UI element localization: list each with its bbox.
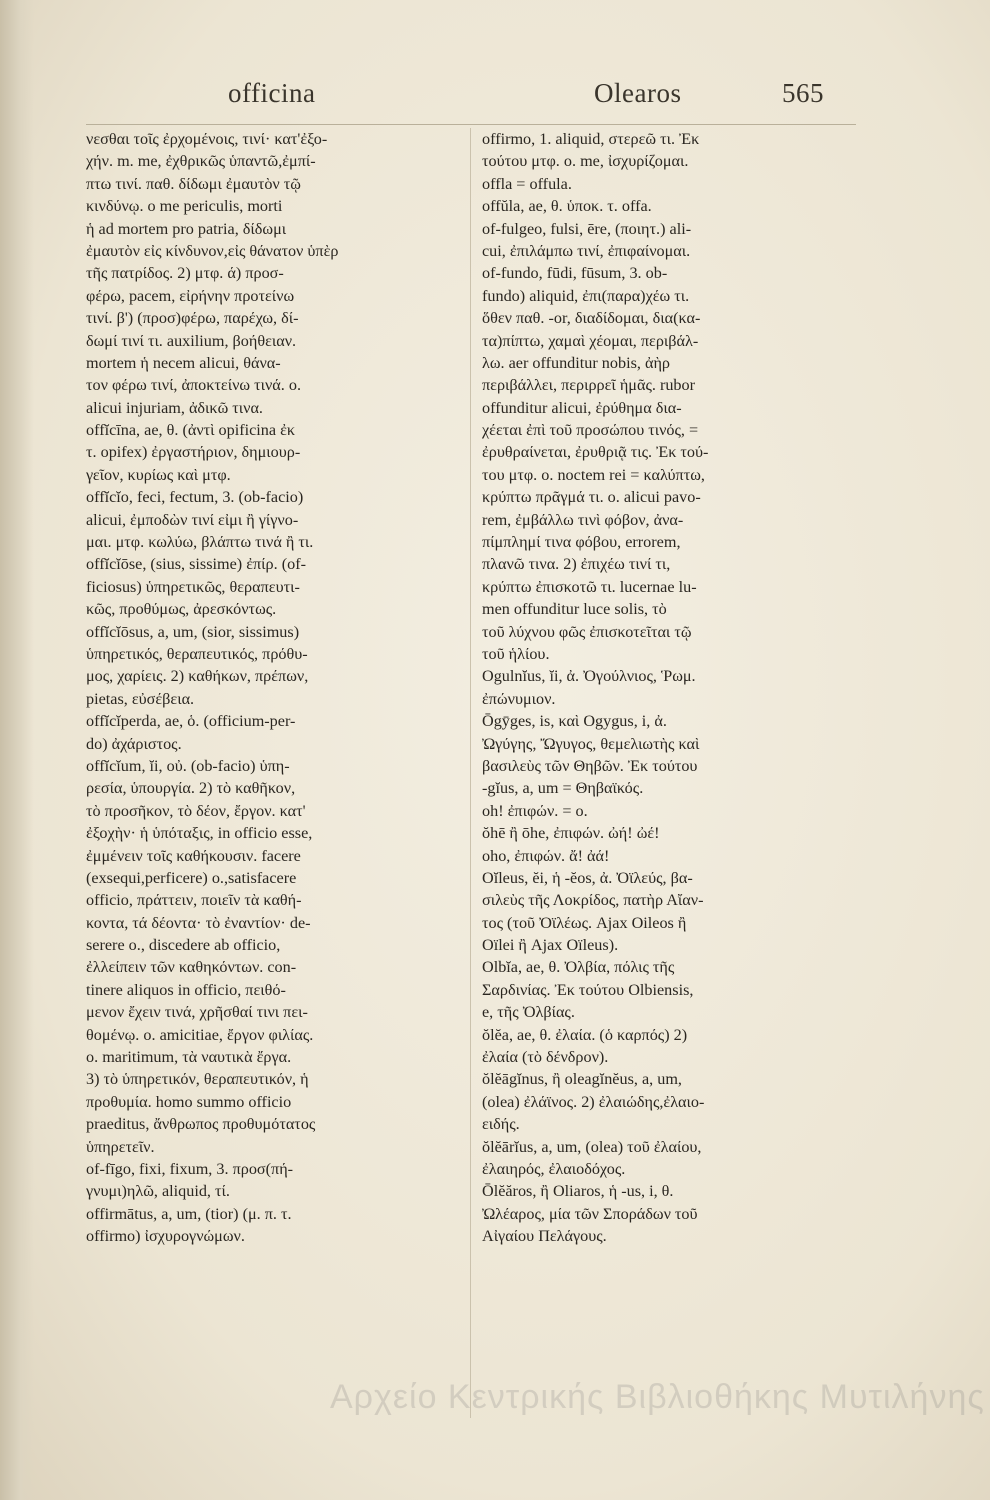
entry-line: offŭla, ae, θ. ὑποκ. τ. offa.: [482, 197, 652, 216]
entry-line: Αἰγαίου Πελάγους.: [482, 1227, 607, 1246]
entry-line: δωμί τινί τι. auxilium, βοήθειαν.: [86, 331, 297, 350]
entry-line: φέρω, pacem, εἰρήνην προτείνω: [86, 286, 295, 305]
entry-line: tinere aliquos in officio, πειθό-: [86, 980, 286, 999]
entry-line: rem, ἐμβάλλω τινὶ φόβον, ἀνα-: [482, 510, 684, 529]
entry-line: offĭcīna, ae, θ. (ἀντὶ opificina ἐκ: [86, 421, 296, 440]
entry-line: ρεσία, ὑπουργία. 2) τὸ καθῆκον,: [86, 779, 296, 798]
entry-line: κινδύνῳ. o me periculis, morti: [86, 197, 283, 216]
entry-line: νεσθαι τοῖς ἐρχομένοις, τινί· κατ'ἐξο-: [86, 130, 328, 148]
entry-line: Oĭleus, ĕi, ἡ -ĕos, ἀ. Ὀϊλεύς, βα-: [482, 868, 693, 887]
entry-line: ἐπώνυμιον.: [482, 689, 556, 708]
library-watermark: Αρχείο Κεντρικής Βιβλιοθήκης Μυτιλήνης: [330, 1378, 985, 1416]
entry-line: σιλεὺς τῆς Λοκρίδος, πατὴρ Αἴαν-: [482, 891, 704, 910]
left-column: [86, 128, 466, 1248]
entry-line: cui, ἐπιλάμπω τινί, ἐπιφαίνομαι.: [482, 241, 691, 260]
entry-line: ὑπηρετεῖν.: [86, 1137, 155, 1156]
entry-line: χέεται ἐπὶ τοῦ προσώπου τινός, =: [482, 421, 699, 440]
entry-line: ειδής.: [482, 1115, 520, 1134]
entry-line: offirmātus, a, um, (tior) (μ. π. τ.: [86, 1204, 292, 1223]
entry-line: (exsequi,perficere) o.,satisfacere: [86, 868, 297, 887]
entry-line: o. maritimum, τὰ ναυτικὰ ἔργα.: [86, 1048, 292, 1067]
entry-line: offĭcĭperda, ae, ὁ. (officium-per-: [86, 712, 296, 731]
entry-line: βασιλεὺς τῶν Θηβῶν. Ἐκ τούτου: [482, 756, 698, 775]
entry-line: ŏlĕāgĭnus, ἢ oleagĭnĕus, a, um,: [482, 1070, 682, 1089]
entry-line: fundo) aliquid, ἐπι(παρα)χέω τι.: [482, 286, 690, 305]
entry-line: offĭcĭōse, (sius, sissime) ἐπίρ. (of-: [86, 555, 306, 574]
entry-line: Ὠλέαρος, μία τῶν Σποράδων τοῦ: [482, 1204, 698, 1223]
entry-line: ἐλαία (τὸ δένδρον).: [482, 1048, 609, 1067]
entry-line: κοντα, τά δέοντα· τὸ ἐναντίον· de-: [86, 913, 311, 932]
entry-line: of-fundo, fūdi, fūsum, 3. ob-: [482, 264, 668, 283]
entry-line: 3) τὸ ὑπηρετικόν, θεραπευτικόν, ἡ: [86, 1070, 309, 1089]
entry-line: τος (τοῦ Ὀϊλέως. Ajax Oileos ἢ: [482, 913, 687, 932]
entry-line: γνυμι)ηλῶ, aliquid, τί.: [86, 1182, 230, 1201]
entry-line: μαι. μτφ. κωλύω, βλάπτω τινά ἢ τι.: [86, 533, 314, 552]
entry-line: τ. opifex) ἐργαστήριον, δημιουρ-: [86, 443, 301, 462]
entry-line: oho, ἐπιφών. ἄ! ἀά!: [482, 846, 610, 865]
entry-line: Olbĭa, ae, θ. Ὀλβία, πόλις τῆς: [482, 958, 675, 977]
entry-line: officio, πράττειν, ποιεῖν τὰ καθή-: [86, 891, 302, 910]
entry-line: ŏlĕārĭus, a, um, (olea) τοῦ ἐλαίου,: [482, 1137, 702, 1156]
entry-line: ἐμαυτὸν εἰς κίνδυνον,εἰς θάνατον ὑπὲρ: [86, 241, 339, 260]
entry-line: ŏlĕa, ae, θ. ἐλαία. (ὁ καρπός) 2): [482, 1025, 688, 1044]
entry-line: λω. aer offunditur nobis, ἀὴρ: [482, 353, 670, 372]
entry-line: ὑπηρετικός, θεραπευτικός, πρόθυ-: [86, 644, 308, 663]
entry-line: offĭcĭum, ĭi, οὐ. (ob-facio) ὑπη-: [86, 756, 290, 775]
entry-line: θομένῳ. o. amicitiae, ἔργον φιλίας.: [86, 1025, 314, 1044]
entry-line: Ὠγύγης, Ὤγυγος, θεμελιωτὴς καὶ: [482, 734, 700, 753]
entry-line: praeditus, ἄνθρωπος προθυμότατος: [86, 1115, 316, 1134]
entry-line: κρύπτω πρᾶγμά τι. o. alicui pavo-: [482, 488, 701, 507]
entry-line: of-fulgeo, fulsi, ēre, (ποιητ.) ali-: [482, 219, 692, 238]
entry-line: ficiosus) ὑπηρετικῶς, θεραπευτι-: [86, 577, 300, 596]
entry-line: ἐμμένειν τοῖς καθήκουσιν. facere: [86, 846, 301, 865]
entry-line: e, τῆς Ὀλβίας.: [482, 1003, 575, 1022]
entry-line: ἐξοχὴν· ἡ ὑπόταξις, in officio esse,: [86, 824, 313, 843]
entry-line: serere o., discedere ab officio,: [86, 936, 281, 955]
entry-line: offirmo, 1. aliquid, στερεῶ τι. Ἐκ: [482, 130, 700, 148]
entry-line: πτω τινί. παθ. δίδωμι ἐμαυτὸν τῷ: [86, 174, 301, 193]
entry-line: oh! ἐπιφών. = o.: [482, 801, 588, 820]
entry-line: alicui, ἐμποδὼν τινί εἰμι ἢ γίγνο-: [86, 510, 299, 529]
entry-line: of-fīgo, fixi, fixum, 3. προσ(πή-: [86, 1159, 294, 1178]
header-last-word: Olearos: [594, 78, 682, 108]
entry-line: Ogulnĭus, ĭi, ἀ. Ὀγούλνιος, Ῥωμ.: [482, 667, 696, 686]
entry-line: -gĭus, a, um = Θηβαϊκός.: [482, 779, 644, 798]
entry-line: offla = offula.: [482, 174, 572, 193]
running-header: [0, 78, 990, 118]
page-binding-shadow: [0, 0, 34, 1500]
entry-line: ἐρυθραίνεται, ἐρυθριᾷ τις. Ἐκ τού-: [482, 443, 709, 462]
entry-line: offĭcĭōsus, a, um, (sior, sissimus): [86, 622, 300, 641]
entry-line: ἐλαιηρός, ἐλαιοδόχος.: [482, 1159, 626, 1178]
entry-line: μενον ἔχειν τινά, χρῆσθαί τινι πει-: [86, 1003, 308, 1022]
entry-line: πίμπλημί τινα φόβου, errorem,: [482, 533, 681, 552]
entry-line: τον φέρω τινί, ἀποκτείνω τινά. o.: [86, 376, 301, 395]
entry-line: ὅθεν παθ. -or, διαδίδομαι, δια(κα-: [482, 309, 701, 328]
entry-line: γεῖον, κυρίως καὶ μτφ.: [86, 465, 231, 484]
entry-line: offirmo) ἰσχυρογνώμων.: [86, 1227, 245, 1246]
header-rule: [86, 124, 856, 125]
entry-line: mortem ἡ necem alicui, θάνα-: [86, 353, 281, 372]
entry-line: τούτου μτφ. o. me, ἰσχυρίζομαι.: [482, 152, 689, 171]
entry-line: offunditur alicui, ἐρύθημα δια-: [482, 398, 682, 417]
entry-line: Σαρδινίας. Ἐκ τούτου Olbiensis,: [482, 980, 694, 999]
entry-line: τοῦ λύχνου φῶς ἐπισκοτεῖται τῷ: [482, 622, 692, 641]
entry-line: χήν. m. me, ἐχθρικῶς ὑπαντῶ,ἐμπί-: [86, 152, 316, 171]
entry-line: μος, χαρίεις. 2) καθήκων, πρέπων,: [86, 667, 309, 686]
entry-line: κῶς, προθύμως, ἀρεσκόντως.: [86, 600, 277, 619]
entry-line: (olea) ἐλάϊνος. 2) ἐλαιώδης,ἐλαιο-: [482, 1092, 705, 1111]
entry-line: offĭcĭo, feci, fectum, 3. (ob-facio): [86, 488, 304, 507]
entry-line: κρύπτω ἐπισκοτῶ τι. lucernae lu-: [482, 577, 697, 596]
entry-line: Ōgȳges, is, καὶ Ogygus, i, ἀ.: [482, 712, 667, 731]
entry-line: του μτφ. o. noctem rei = καλύπτω,: [482, 465, 705, 484]
right-column: [482, 128, 862, 1248]
page-number: 565: [782, 78, 824, 108]
entry-line: alicui injuriam, ἀδικῶ τινα.: [86, 398, 263, 417]
entry-line: ἐλλείπειν τῶν καθηκόντων. con-: [86, 958, 297, 977]
header-first-word: officina: [228, 78, 316, 108]
entry-line: do) ἀχάριστος.: [86, 734, 182, 753]
entry-line: men offunditur luce solis, τὸ: [482, 600, 667, 619]
entry-line: Ōlĕăros, ἢ Oliaros, ἡ -us, i, θ.: [482, 1182, 674, 1201]
entry-line: προθυμία. homo summo officio: [86, 1092, 292, 1111]
entry-line: Oïlei ἢ Ajax Oïleus).: [482, 936, 619, 955]
entry-line: ἡ ad mortem pro patria, δίδωμι: [86, 219, 287, 238]
entry-line: τα)πίπτω, χαμαὶ χέομαι, περιβάλ-: [482, 331, 699, 350]
column-divider: [470, 128, 471, 1418]
entry-line: τοῦ ἡλίου.: [482, 644, 550, 663]
entry-line: τῆς πατρίδος. 2) μτφ. ά) προσ-: [86, 264, 284, 283]
entry-line: ŏhē ἢ ōhe, ἐπιφών. ὠή! ὠέ!: [482, 824, 660, 843]
entry-line: pietas, εὐσέβεια.: [86, 689, 195, 708]
entry-line: περιβάλλει, περιρρεῖ ἡμᾶς. rubor: [482, 376, 696, 395]
entry-line: τὸ προσῆκον, τὸ δέον, ἔργον. κατ': [86, 801, 306, 820]
entry-line: πλανῶ τινα. 2) ἐπιχέω τινί τι,: [482, 555, 671, 574]
entry-line: τινί. β') (προσ)φέρω, παρέχω, δί-: [86, 309, 299, 328]
